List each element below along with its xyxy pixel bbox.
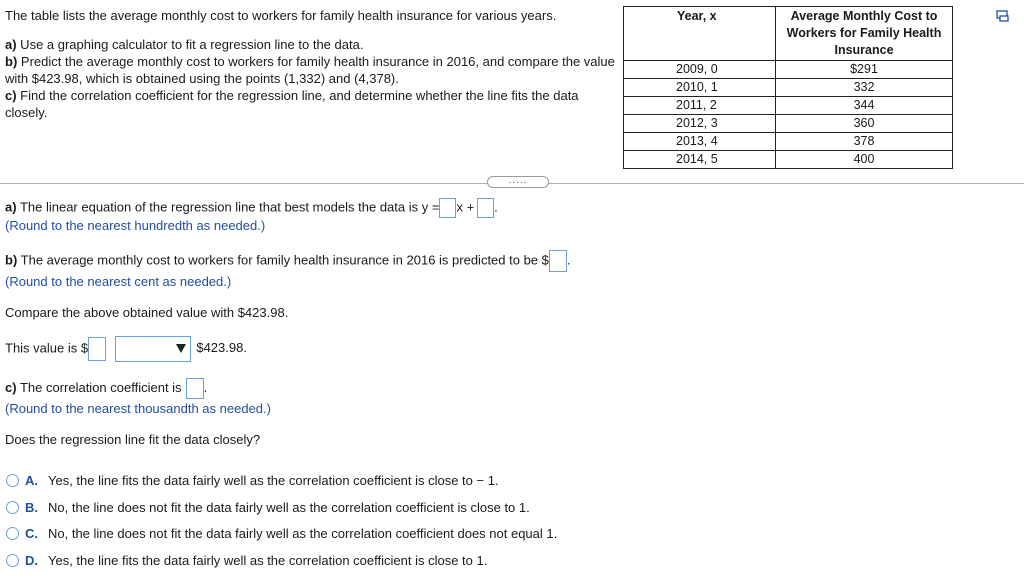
cell-year: 2014, 5 [624, 151, 776, 169]
part-b-question: b) The average monthly cost to workers for family health insurance in 2016 is predicted to be $ . [5, 250, 571, 272]
fit-question: Does the regression line fit the data closely? [5, 432, 261, 447]
expand-more-button[interactable]: ..... [487, 176, 549, 188]
cell-year: 2009, 0 [624, 61, 776, 79]
col-header-cost: Average Monthly Cost to Workers for Family Health Insurance [776, 7, 953, 61]
option-d[interactable]: D. Yes, the line fits the data fairly well as the correlation coefficient is close to 1. [6, 551, 487, 571]
chevron-down-icon [176, 344, 186, 353]
slope-input[interactable] [439, 198, 456, 218]
part-a-question: a) The linear equation of the regression line that best models the data is y = x + . [5, 198, 498, 218]
problem-statement [5, 7, 620, 121]
cell-cost: 378 [776, 133, 953, 151]
table-row [624, 61, 953, 79]
comparison-dropdown[interactable] [115, 336, 191, 362]
radio-c[interactable] [6, 527, 19, 540]
cell-year: 2010, 1 [624, 79, 776, 97]
table-row [624, 115, 953, 133]
table-header-row [624, 7, 953, 61]
radio-d[interactable] [6, 554, 19, 567]
data-table [623, 6, 953, 169]
option-c[interactable]: C. No, the line does not fit the data fairly well as the correlation coefficient does not equal 1. [6, 524, 557, 544]
intercept-input[interactable] [477, 198, 494, 218]
part-c-hint: (Round to the nearest thousandth as needed.) [5, 401, 271, 416]
cell-cost: 400 [776, 151, 953, 169]
part-b-hint: (Round to the nearest cent as needed.) [5, 274, 232, 289]
prediction-input[interactable] [549, 250, 567, 272]
table-row [624, 133, 953, 151]
table-row [624, 97, 953, 115]
table-row [624, 151, 953, 169]
copy-table-icon[interactable] [996, 9, 1010, 23]
col-header-year: Year, x [624, 7, 776, 61]
cell-year: 2012, 3 [624, 115, 776, 133]
compare-text: Compare the above obtained value with $423.98. [5, 305, 289, 320]
intro-part-b: b) Predict the average monthly cost to workers for family health insurance in 2016, and compare the value with $423.98, which is obtained using the points (1,332) and (4,378). [5, 54, 615, 86]
part-c-question: c) The correlation coefficient is . [5, 378, 207, 399]
table-row [624, 79, 953, 97]
part-a-hint: (Round to the nearest hundredth as needed.) [5, 218, 266, 233]
cell-year: 2013, 4 [624, 133, 776, 151]
intro-part-c: c) Find the correlation coefficient for the regression line, and determine whether the line fits the data closely. [5, 88, 579, 120]
option-a[interactable]: A. Yes, the line fits the data fairly well as the correlation coefficient is close to − 1. [6, 471, 499, 491]
radio-a[interactable] [6, 474, 19, 487]
intro-line: The table lists the average monthly cost to workers for family health insurance for various years. [5, 8, 557, 23]
value-input[interactable] [88, 337, 106, 361]
cell-year: 2011, 2 [624, 97, 776, 115]
cell-cost: 332 [776, 79, 953, 97]
cell-cost: $291 [776, 61, 953, 79]
intro-part-a: a) Use a graphing calculator to fit a regression line to the data. [5, 37, 364, 52]
option-b[interactable]: B. No, the line does not fit the data fairly well as the correlation coefficient is close to 1. [6, 498, 530, 518]
cell-cost: 344 [776, 97, 953, 115]
cell-cost: 360 [776, 115, 953, 133]
radio-b[interactable] [6, 501, 19, 514]
correlation-input[interactable] [186, 378, 204, 399]
compare-row: This value is $ $423.98. [5, 336, 247, 362]
